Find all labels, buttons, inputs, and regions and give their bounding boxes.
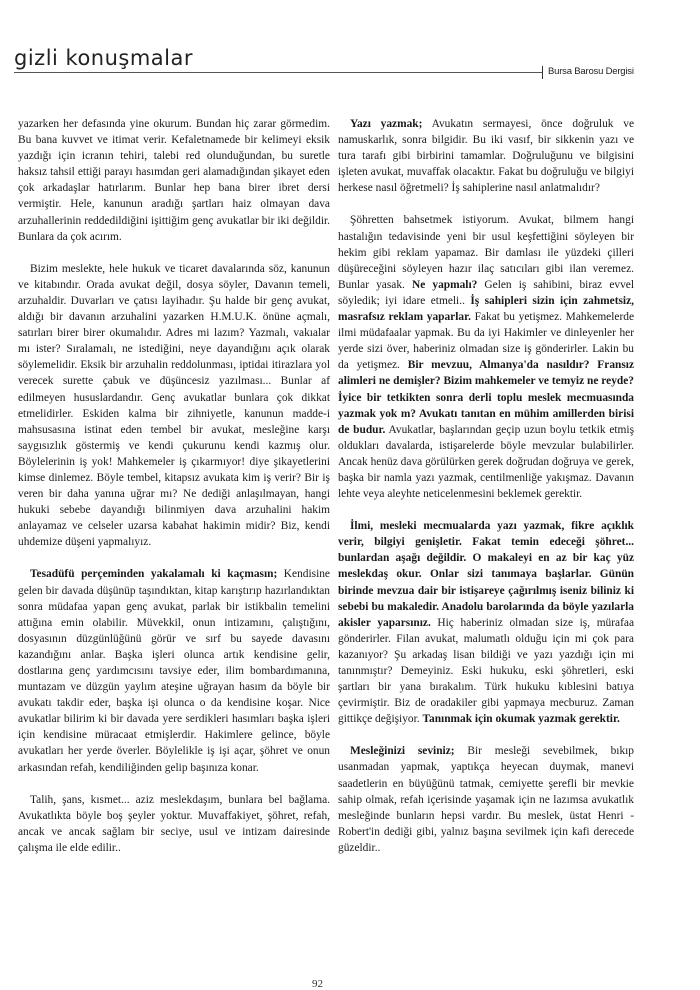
paragraph-body: Fakat bu yetişmez. Mahkemelerde ilmi müdafaalar yapmak. Bu da iyi Hakimler ve dinleyenler her yerde sizi över, haberiniz olmadan size iş gönderirler. Lakin bu da yetişmez.	[338, 311, 634, 372]
header-rule	[14, 72, 542, 73]
right-paragraph-3	[338, 518, 634, 727]
right-paragraph-2	[338, 212, 634, 502]
page-header	[0, 0, 700, 100]
left-column	[18, 116, 330, 872]
bold-phrase: Ne yapmalı?	[412, 278, 478, 291]
bold-phrase: Bir mevzuu, Almanya'da nasıldır? Fransız alimleri ne demişler? Bizim mahkemeler ve temyiz ne reyde? İyice bir tetkikten sonra derli toplu meslek mecmuasında yazmak yok m? Avukatı tanıtan en mühim amillerden birisi de budur.	[338, 359, 635, 436]
paragraph-heading: Tesadüfü perçeminden yakalamalı ki kaçmasın;	[30, 568, 278, 581]
paragraph-body: Avukatlar, başlarından geçip uzun boylu tetkik etmiş oldukları davalarda, istişarelerde böyle mevzular bulabilirler. Ancak henüz dava görülürken gerek doğrudan doğruya ve gerek, başka bir namla yazı yazmak, centilmenliğe yakışmaz. Davanın lehte veya aleyhte neticelenmesini beklemek gerektir.	[338, 423, 635, 501]
paragraph-body: Kendisine gelen bir davada düşünüp taşındıktan, kitap karıştırıp hazırlandıktan sonra müdafaa yapan genç avukat, parlak bir istikbalin temelini attığına emin olabilir. Müvekkil, onun intizamını, çalıştığını, dosyasının düzgünlüğünü görür ve sırf bu sayede davasını kazandığını anlar. Başka işleri olunca artık kendisine gelir, dostlarına genç yardımcısını tavsiye eder, ilim bombardımanına, muntazam ve düzgün yaylım ateşine uğrayan hasım da böyle bir avukatı takdir eder, başka işi olunca o da kendisine koşar. Nice avukatlar bilirim ki bir davada yere serdikleri hasımları başka işleri için kendisine müracaat etmişlerdir. Hakimlere gelince, böyle avukatları her yerde överler. Böylelikle iş işi açar, şöhret ve onun arkasından refah, kendiliğinden gelip başınıza konar.	[18, 568, 330, 774]
left-paragraph-1: yazarken her defasında yine okurum. Bundan hiç zarar görmedim. Bu bana kuvvet ve itimat verir. Kefaletnamede bir kelimeyi eksik yazdığı için icranın tehiri, talebi red olunduğundan, bu suretle haksız tahsil ettiği parayı hasımdan geri alamadığından şikayet eden çok arkadaşlar hatırlarım. Bunlar hep bana birer ibret dersi vermiştir. Hele, kanunun aradığı şartları haiz olmayan dava arzuhallerinin reddedildiğini işittiğim genç avukatlar bir iki değildir. Bunlara da çok acırım.	[18, 118, 330, 243]
paragraph-body: Avukatın sermayesi, önce doğruluk ve namuskarlık, sonra bilgidir. Bu iki vasıf, bir sikkenin yazı ve tura tarafı gibi birbirini tamamlar. Doğruluğunu ve bilgisini işleten avukat, muvaffak olacaktır. Fakat bu doğruluğu ve bilgiyi herkese nasıl öğretmeli? İş sahiplerine nasıl anlatmalıdır?	[338, 118, 635, 195]
paragraph-heading: Mesleğinizi seviniz;	[350, 745, 455, 758]
section-title: gizli konuşmalar	[14, 46, 194, 70]
bold-phrase: İş sahipleri sizin için zahmetsiz, masrafsız reklam yaparlar.	[338, 294, 634, 324]
bold-phrase: İlmi, mesleki mecmualarda yazı yazmak, fikre açıklık verir, bilgiyi genişletir. Fakat temin edeceği şöhret... bunlardan aşağı değildir. O makaleyi en az bir kaç yüz meslekdaş okur. Onlar sizi tanımaya başlarlar. Günün birinde mevzua dair bir istişareye çağırılmış iseniz biliniz ki sebebi bu makaledir. Anadolu barolarında da böyle yazılarla akisler yaparsınız.	[338, 520, 634, 629]
journal-name: Bursa Barosu Dergisi	[548, 66, 634, 77]
page-number: 92	[312, 978, 323, 990]
left-paragraph-2: Bizim meslekte, hele hukuk ve ticaret davalarında söz, kanunun ve kitabındır. Orada avukat değil, dosya söyler, Davanın temeli, arzuhaldir. Duvarları ve çatısı layihadır. Şu halde bir genç avukat, aldığı bir davanın arzuhalini yazarken H.M.U.K. önüne açmalı, satırları birer birer okumalıdır. Adres mi lazım? Yazmalı, vakıalar mı ister? Sıralamalı, ne istediğini, neye dayandığını açık olarak söylemelidir. Eksik bir arzuhalin reddolunması, iptidai itirazlara yol verecek surette çabuk ve düşüncesiz yazılması... Bunlar af edilmeyen hususlardandır. Genç avukatlar bunlara çok dikkat etmelidirler. Eskiden kalma bir zihniyetle, kanunun madde-i mahsusasına istinat eden tembel bir avukat, mesleğine karşı saygısızlık göstermiş ve kendi çukurunu kendi kazmış olur. Böylelerinin iş yok! Mahkemeler iş çıkarmıyor! diye şikayetlerini kimse dinlemez. Böyle tembel, kitapsız avukata kim iş verir? Bir iş veren bir daha yanına uğrar mı? Ne dediği anlaşılmayan, hangi hukuki sebebe dayandığı bilinmiyen dava arzuhalini hakim anlayamaz ve celseler uzarsa kabahat hakimin midir? Biz, kendi uhdemize düşeni yapmalıyız.	[18, 262, 330, 549]
paragraph-body: Gelen iş sahibini, biraz evvel söyledik; iyi idare etmeli..	[338, 278, 634, 307]
right-paragraph-1	[338, 116, 634, 196]
header-divider	[542, 66, 543, 79]
left-paragraph-4: Talih, şans, kısmet... aziz meslekdaşım, bunlara bel bağlama. Avukatlıkta böyle boş şeyler yoktur. Muvaffakiyet, şöhret, refah, ancak ve ancak sağlam bir seciye, usul ve intizam dairesinde çalışma ile elde edilir..	[18, 793, 330, 854]
left-paragraph-3	[18, 566, 330, 775]
paragraph-heading: Yazı yazmak;	[350, 118, 423, 130]
bold-phrase: Tanınmak için okumak yazmak gerektir.	[422, 713, 620, 726]
right-column	[338, 116, 634, 872]
paragraph-body: Şöhretten bahsetmek istiyorum. Avukat, bilmem hangi hastalığın tedavisinde yeni bir usul keşfettiğini söyleyen bir hekim gibi reklam yapamaz. Bir damlası ile yüzdeki çilleri düşüreceğini söyleyen hazır ilaç satıcıları gibi ilan veremez. Bunlar yasak.	[338, 214, 634, 291]
right-paragraph-4	[338, 743, 634, 856]
paragraph-body: Bir mesleği sevebilmek, bıkıp usanmadan yapmak, yaptıkça heyecan duymak, manevi saadetlerin en büyüğünü tatmak, cemiyette şerefli bir mevkie sahip olmak, refah içerisinde yaşamak için ne lazımsa avukatlık mesleğinde bunların hepsi vardır. Bu meslek, üstat Henri - Robert'in dediği gibi, yalnız başına sevilmek için kafi derecede güzeldir..	[338, 745, 635, 854]
paragraph-body: Hiç haberiniz olmadan size iş, mürafaa gönderirler. Filan avukat, malumatlı olduğu için mi çok para kazanıyor? Şu arkadaş lisan bildiği ve yazı yazdığı için mi tanınmıştır? Demeyiniz. Eski hukuku, eski şöhretleri, eski şartları bir yana bırakalım. Türk hukuku kıblesini batıya çevirmiştir. Biz de oradakiler gibi yapmaya mecburuz. Zaman gittikçe değişiyor.	[338, 616, 634, 726]
